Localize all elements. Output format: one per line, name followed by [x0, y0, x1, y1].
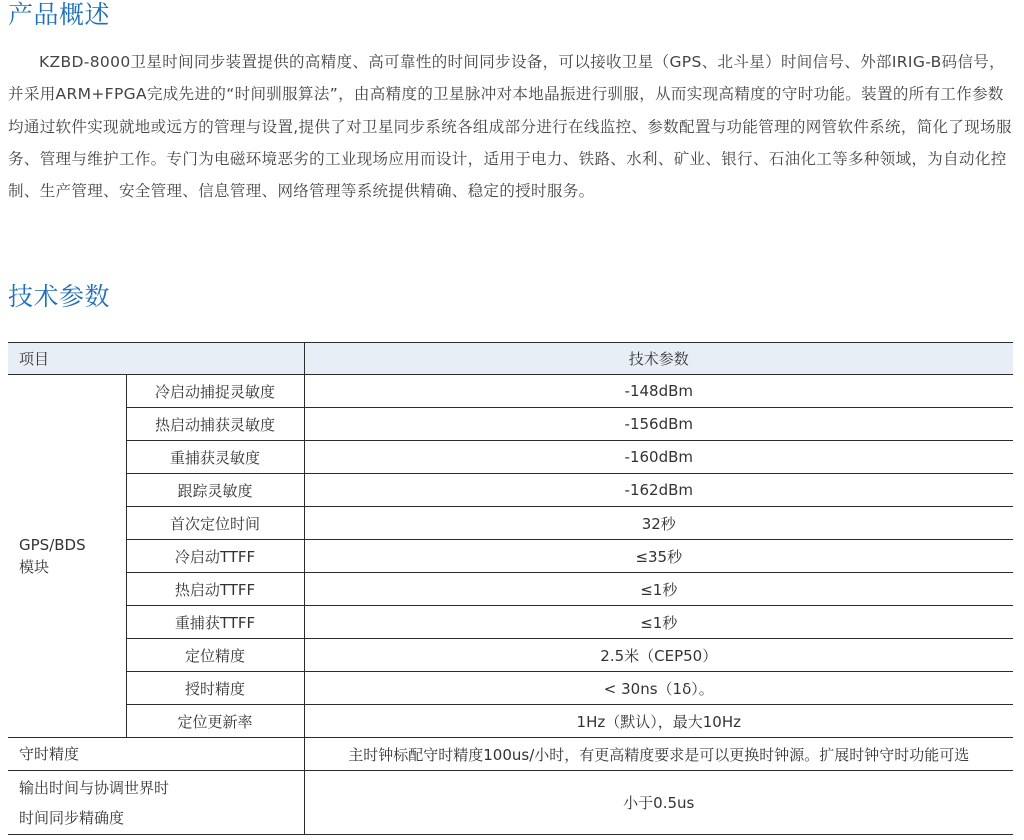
param-name: 定位更新率	[126, 705, 304, 738]
table-row	[8, 408, 1013, 441]
param-value: 小于0.5us	[304, 771, 1013, 835]
param-value: 32秒	[304, 507, 1013, 540]
table-row	[8, 606, 1013, 639]
param-name: 热启动TTFF	[126, 573, 304, 606]
table-header-row	[8, 343, 1013, 375]
section-title-overview: 产品概述	[8, 0, 111, 29]
param-value: ≤1秒	[304, 606, 1013, 639]
table-row	[8, 705, 1013, 738]
table-row	[8, 639, 1013, 672]
param-name: 跟踪灵敏度	[126, 474, 304, 507]
param-name: 首次定位时间	[126, 507, 304, 540]
param-name: 重捕获TTFF	[126, 606, 304, 639]
param-value: -156dBm	[304, 408, 1013, 441]
header-param: 技术参数	[304, 343, 1013, 375]
param-name: 守时精度	[8, 738, 304, 771]
param-name: 定位精度	[126, 639, 304, 672]
param-value: ≤1秒	[304, 573, 1013, 606]
param-name: 授时精度	[126, 672, 304, 705]
table-row	[8, 573, 1013, 606]
table-row	[8, 441, 1013, 474]
table-row	[8, 738, 1013, 771]
table-row	[8, 672, 1013, 705]
param-name: 热启动捕获灵敏度	[126, 408, 304, 441]
table-row	[8, 474, 1013, 507]
table-row	[8, 507, 1013, 540]
table-row	[8, 375, 1013, 408]
param-name: 输出时间与协调世界时 时间同步精确度	[8, 771, 304, 835]
section-title-specs: 技术参数	[8, 282, 111, 311]
param-value: -148dBm	[304, 375, 1013, 408]
param-name: 冷启动捕捉灵敏度	[126, 375, 304, 408]
param-name: 重捕获灵敏度	[126, 441, 304, 474]
param-value: < 30ns（1δ）。	[304, 672, 1013, 705]
param-value: -160dBm	[304, 441, 1013, 474]
table-row	[8, 771, 1013, 835]
param-value: 2.5米（CEP50）	[304, 639, 1013, 672]
param-value: ≤35秒	[304, 540, 1013, 573]
header-item: 项目	[8, 343, 304, 375]
param-value: -162dBm	[304, 474, 1013, 507]
overview-paragraph: KZBD-8000卫星时间同步装置提供的高精度、高可靠性的时间同步设备，可以接收卫星（GPS、北斗星）时间信号、外部IRIG-B码信号，并采用ARM+FPGA完成先进的“时间驯服算法”，由高精度的卫星脉冲对本地晶振进行驯服，从而实现高精度的守时功能。装置的所有工作参数均通过软件实现就地或远方的管理与设置,提供了对卫星同步系统各组成部分进行在线监控、参数配置与功能管理的网管软件系统，简化了现场服务、管理与维护工作。专门为电磁环境恶劣的工业现场应用而设计，适用于电力、铁路、水利、矿业、银行、石油化工等多种领域，为自动化控制、生产管理、安全管理、信息管理、网络管理等系统提供精确、稳定的授时服务。	[8, 53, 1012, 201]
param-value: 1Hz（默认），最大10Hz	[304, 705, 1013, 738]
module-label: GPS/BDS 模块	[8, 375, 126, 738]
param-value: 主时钟标配守时精度100us/小时，有更高精度要求是可以更换时钟源。扩展时钟守时功能可选	[304, 738, 1013, 771]
spec-table	[8, 342, 1013, 835]
table-row	[8, 540, 1013, 573]
param-name: 冷启动TTFF	[126, 540, 304, 573]
